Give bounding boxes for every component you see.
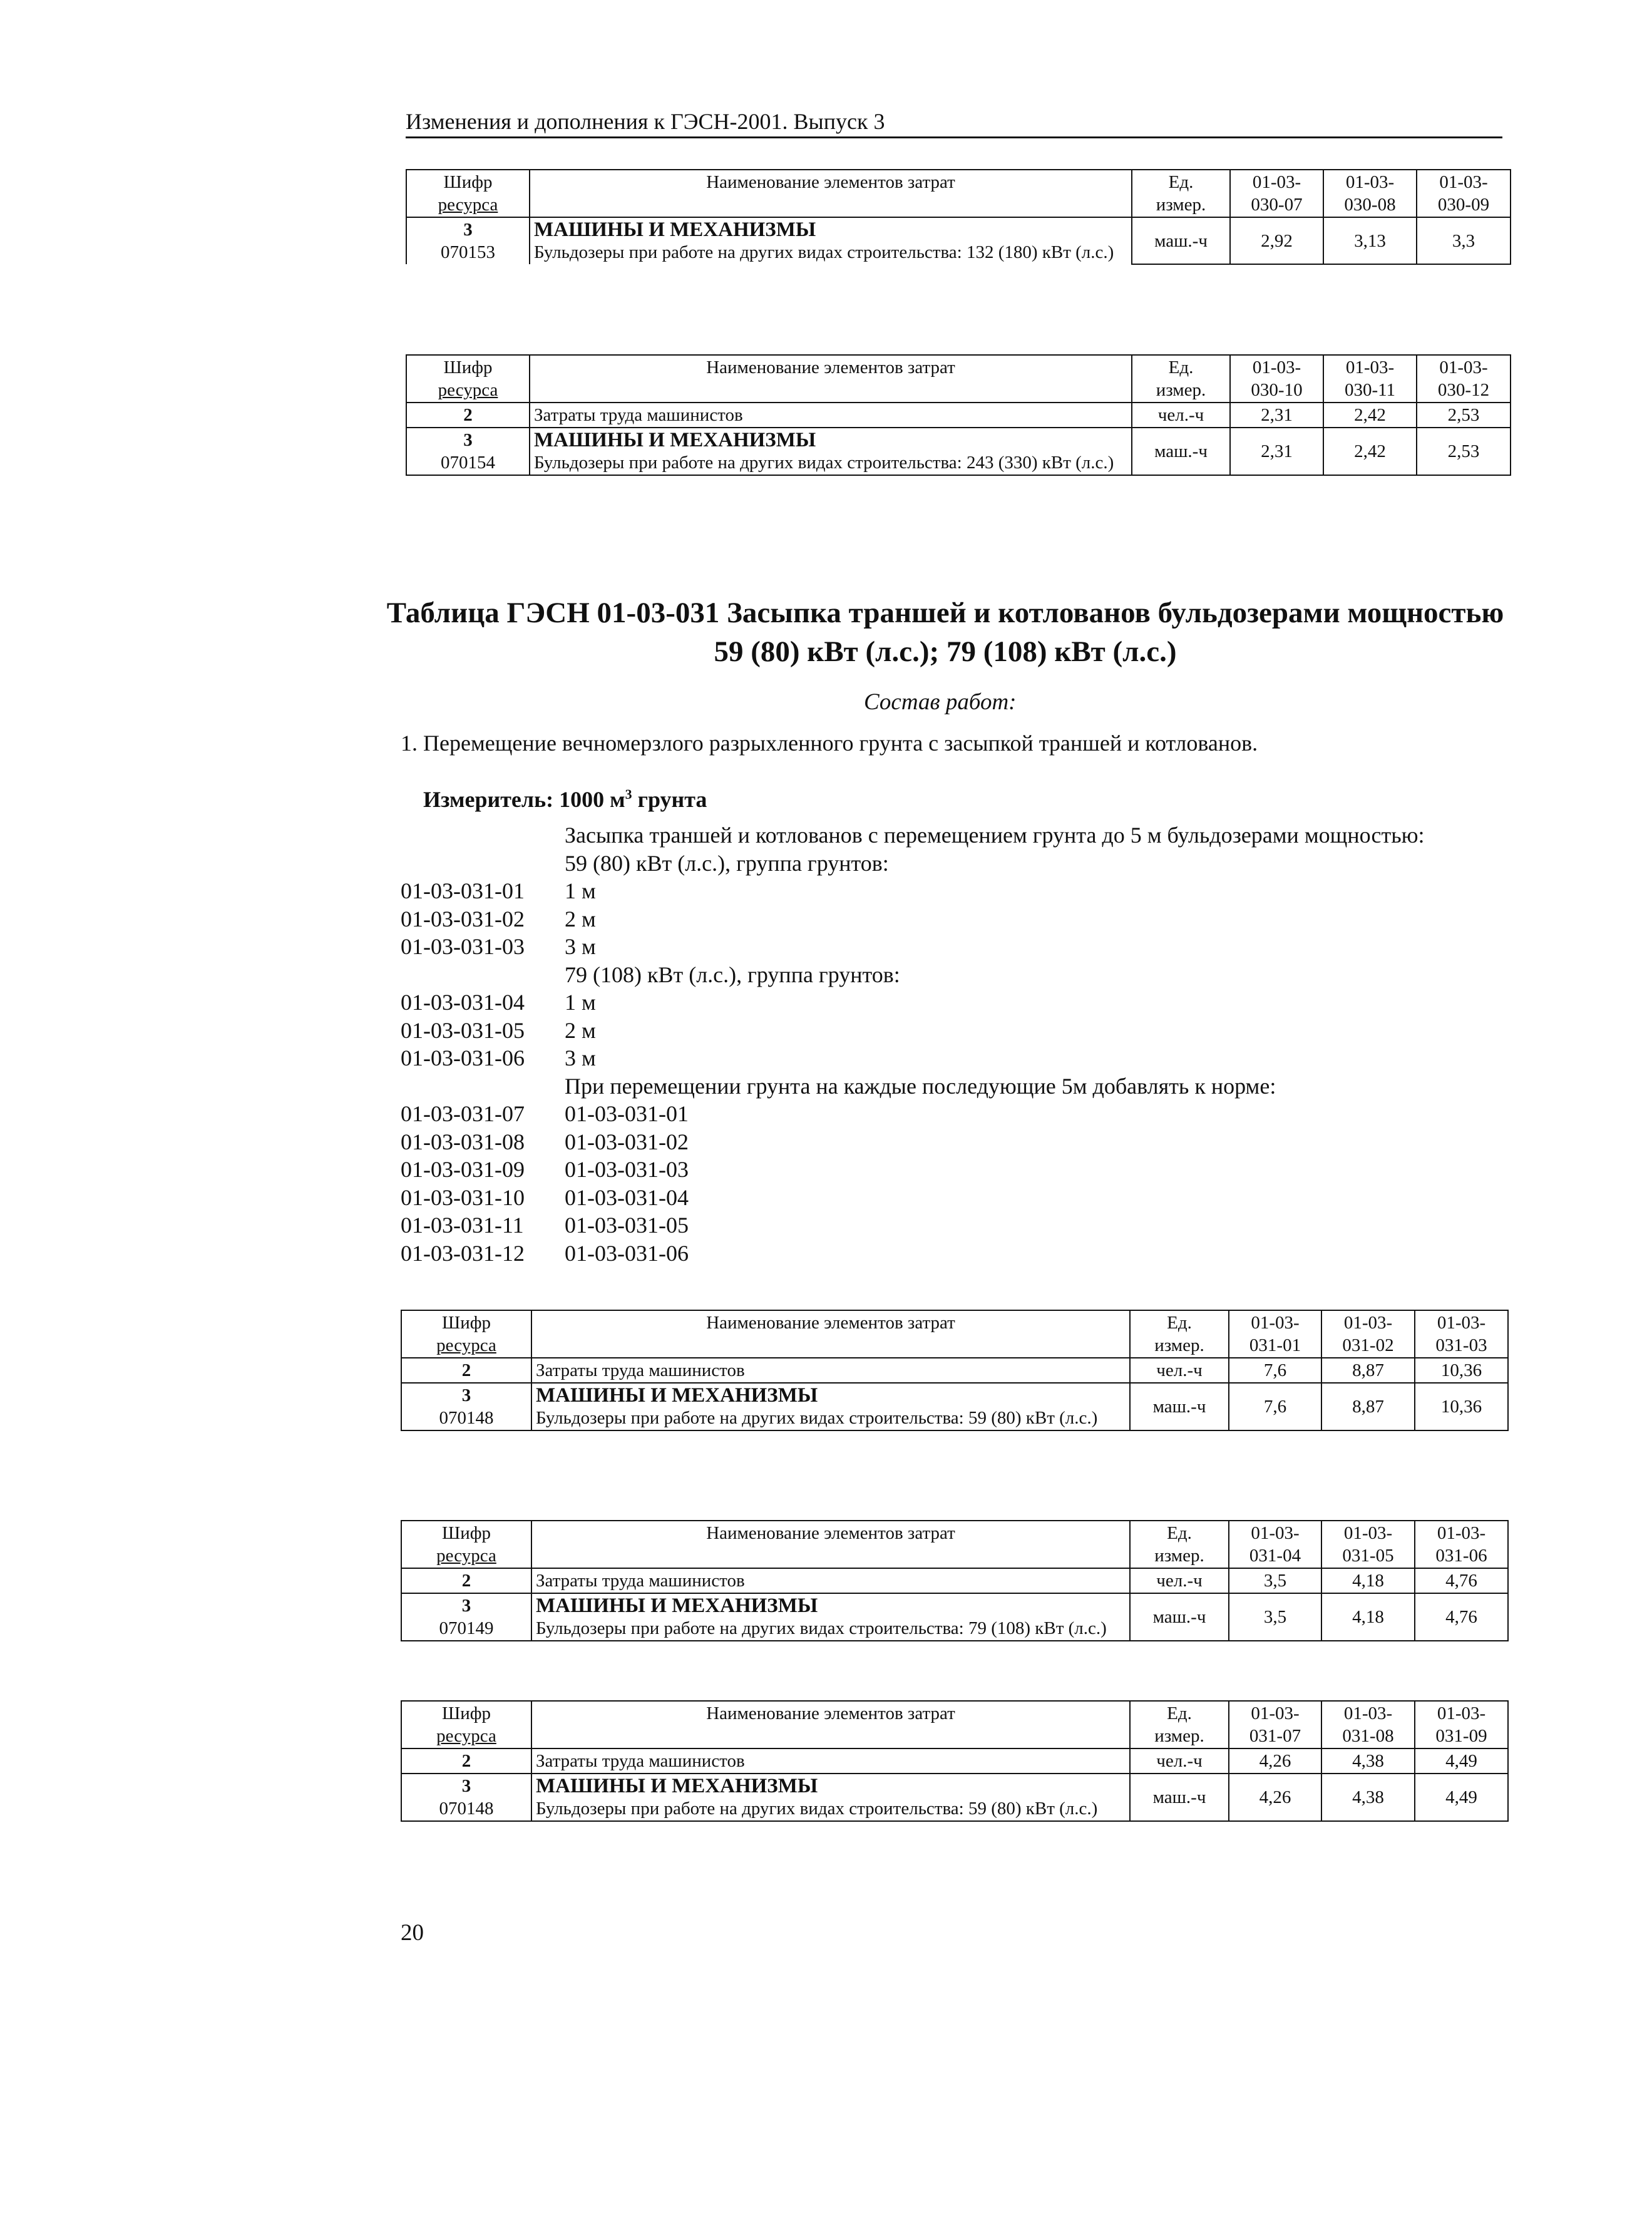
norm-header: 01-03- 030-08 — [1323, 170, 1417, 217]
machine-value: 3,13 — [1323, 217, 1417, 264]
code-header: Шифр ресурса — [406, 355, 530, 403]
table-row — [401, 1774, 1508, 1821]
labor-code: 2 — [406, 403, 530, 428]
labor-value: 8,87 — [1321, 1358, 1415, 1383]
labor-code: 2 — [401, 1748, 531, 1774]
table-row — [401, 1748, 1508, 1774]
machine-value: 4,76 — [1415, 1593, 1508, 1641]
labor-unit: чел.-ч — [1130, 1568, 1229, 1593]
norm-header: 01-03- 030-09 — [1417, 170, 1511, 217]
table-row — [406, 403, 1511, 428]
machine-name-cell: МАШИНЫ И МЕХАНИЗМЫ Бульдозеры при работе на других видах строительства: 59 (80) кВт (л.с.) — [531, 1774, 1130, 1821]
name-header: Наименование элементов затрат — [531, 1521, 1130, 1568]
table-header-row — [406, 170, 1511, 217]
labor-unit: чел.-ч — [1130, 1748, 1229, 1774]
machine-name-cell: МАШИНЫ И МЕХАНИЗМЫ Бульдозеры при работе на других видах строительства: 79 (108) кВт (л.с.) — [531, 1593, 1130, 1641]
machine-value: 2,53 — [1417, 428, 1511, 475]
resource-table-031-04-06 — [401, 1520, 1509, 1641]
section-code: 3 070154 — [406, 428, 530, 475]
code-header: Шифр ресурса — [401, 1701, 531, 1748]
labor-name: Затраты труда машинистов — [531, 1568, 1130, 1593]
norm-header: 01-03- 030-10 — [1230, 355, 1323, 403]
code-header: Шифр ресурса — [406, 170, 530, 217]
table-header-row — [401, 1310, 1508, 1358]
labor-name: Затраты труда машинистов — [531, 1358, 1130, 1383]
section-code: 3 070149 — [401, 1593, 531, 1641]
section-code: 3 070148 — [401, 1774, 531, 1821]
norm-header: 01-03- 031-09 — [1415, 1701, 1508, 1748]
machine-value: 10,36 — [1415, 1383, 1508, 1430]
table-row — [406, 428, 1511, 475]
labor-code: 2 — [401, 1568, 531, 1593]
machine-name-cell: МАШИНЫ И МЕХАНИЗМЫ Бульдозеры при работе на других видах строительства: 243 (330) кВт (л.с.) — [530, 428, 1132, 475]
norm-header: 01-03- 031-02 — [1321, 1310, 1415, 1358]
norm-header: 01-03- 031-01 — [1229, 1310, 1321, 1358]
labor-value: 10,36 — [1415, 1358, 1508, 1383]
labor-value: 2,31 — [1230, 403, 1323, 428]
name-header: Наименование элементов затрат — [530, 170, 1132, 217]
labor-unit: чел.-ч — [1130, 1358, 1229, 1383]
table-row — [401, 1593, 1508, 1641]
norm-header: 01-03- 031-07 — [1229, 1701, 1321, 1748]
machine-unit: маш.-ч — [1130, 1383, 1229, 1430]
norm-header: 01-03- 031-06 — [1415, 1521, 1508, 1568]
table-title: Таблица ГЭСН 01-03-031 Засыпка траншей и котлованов бульдозерами мощностью 59 (80) кВт (л.с.); 79 (108) кВт (л.с.) — [386, 597, 1504, 668]
measure-unit: Измеритель: 1000 $м^3$ грунта — [423, 786, 707, 812]
norm-header: 01-03- 030-07 — [1230, 170, 1323, 217]
name-header: Наименование элементов затрат — [530, 355, 1132, 403]
unit-header: Ед. измер. — [1132, 355, 1230, 403]
section-code: 3 070153 — [406, 217, 530, 264]
norm-header: 01-03- 031-04 — [1229, 1521, 1321, 1568]
code-header: Шифр ресурса — [401, 1521, 531, 1568]
machine-unit: маш.-ч — [1130, 1593, 1229, 1641]
labor-value: 4,26 — [1229, 1748, 1321, 1774]
machine-value: 4,38 — [1321, 1774, 1415, 1821]
resource-table-031-01-03 — [401, 1310, 1509, 1431]
table-header-row — [401, 1701, 1508, 1748]
unit-header: Ед. измер. — [1130, 1701, 1229, 1748]
machine-value: 2,92 — [1230, 217, 1323, 264]
machine-name-cell: МАШИНЫ И МЕХАНИЗМЫ Бульдозеры при работе на других видах строительства: 59 (80) кВт (л.с.) — [531, 1383, 1130, 1430]
machine-value: 4,26 — [1229, 1774, 1321, 1821]
norm-header: 01-03- 030-11 — [1323, 355, 1417, 403]
work-item: 1. Перемещение вечномерзлого разрыхленного грунта с засыпкой траншей и котлованов. — [401, 731, 1258, 756]
code-header: Шифр ресурса — [401, 1310, 531, 1358]
labor-value: 4,18 — [1321, 1568, 1415, 1593]
machine-value: 2,42 — [1323, 428, 1417, 475]
resource-table-030-07-09 — [406, 169, 1511, 265]
table-row — [401, 1358, 1508, 1383]
resource-table-030-10-12 — [406, 354, 1511, 476]
unit-header: Ед. измер. — [1130, 1310, 1229, 1358]
machine-value: 4,18 — [1321, 1593, 1415, 1641]
labor-name: Затраты труда машинистов — [531, 1748, 1130, 1774]
machine-value: 4,49 — [1415, 1774, 1508, 1821]
norm-header: 01-03- 031-05 — [1321, 1521, 1415, 1568]
labor-value: 7,6 — [1229, 1358, 1321, 1383]
table-header-row — [406, 355, 1511, 403]
labor-value: 4,76 — [1415, 1568, 1508, 1593]
machine-unit: маш.-ч — [1130, 1774, 1229, 1821]
labor-unit: чел.-ч — [1132, 403, 1230, 428]
resource-table-031-07-09 — [401, 1700, 1509, 1822]
name-header: Наименование элементов затрат — [531, 1701, 1130, 1748]
table-row — [401, 1383, 1508, 1430]
unit-header: Ед. измер. — [1130, 1521, 1229, 1568]
machine-value: 2,31 — [1230, 428, 1323, 475]
machine-value: 7,6 — [1229, 1383, 1321, 1430]
name-header: Наименование элементов затрат — [531, 1310, 1130, 1358]
work-heading: Состав работ: — [864, 689, 1017, 715]
labor-value: 3,5 — [1229, 1568, 1321, 1593]
machine-unit: маш.-ч — [1132, 217, 1230, 264]
labor-code: 2 — [401, 1358, 531, 1383]
machine-value: 3,5 — [1229, 1593, 1321, 1641]
labor-value: 4,49 — [1415, 1748, 1508, 1774]
norm-header: 01-03- 031-08 — [1321, 1701, 1415, 1748]
section-code: 3 070148 — [401, 1383, 531, 1430]
labor-value: 4,38 — [1321, 1748, 1415, 1774]
machine-name-cell: МАШИНЫ И МЕХАНИЗМЫ Бульдозеры при работе на других видах строительства: 132 (180) кВт (л.с.) — [530, 217, 1132, 264]
unit-header: Ед. измер. — [1132, 170, 1230, 217]
norm-header: 01-03- 030-12 — [1417, 355, 1511, 403]
page-number: 20 — [401, 1920, 424, 1946]
table-row — [406, 217, 1511, 264]
machine-value: 3,3 — [1417, 217, 1511, 264]
labor-value: 2,42 — [1323, 403, 1417, 428]
labor-name: Затраты труда машинистов — [530, 403, 1132, 428]
labor-value: 2,53 — [1417, 403, 1511, 428]
machine-unit: маш.-ч — [1132, 428, 1230, 475]
norm-header: 01-03- 031-03 — [1415, 1310, 1508, 1358]
table-header-row — [401, 1521, 1508, 1568]
table-row — [401, 1568, 1508, 1593]
machine-value: 8,87 — [1321, 1383, 1415, 1430]
running-header: Изменения и дополнения к ГЭСН-2001. Выпуск 3 — [406, 108, 1502, 138]
